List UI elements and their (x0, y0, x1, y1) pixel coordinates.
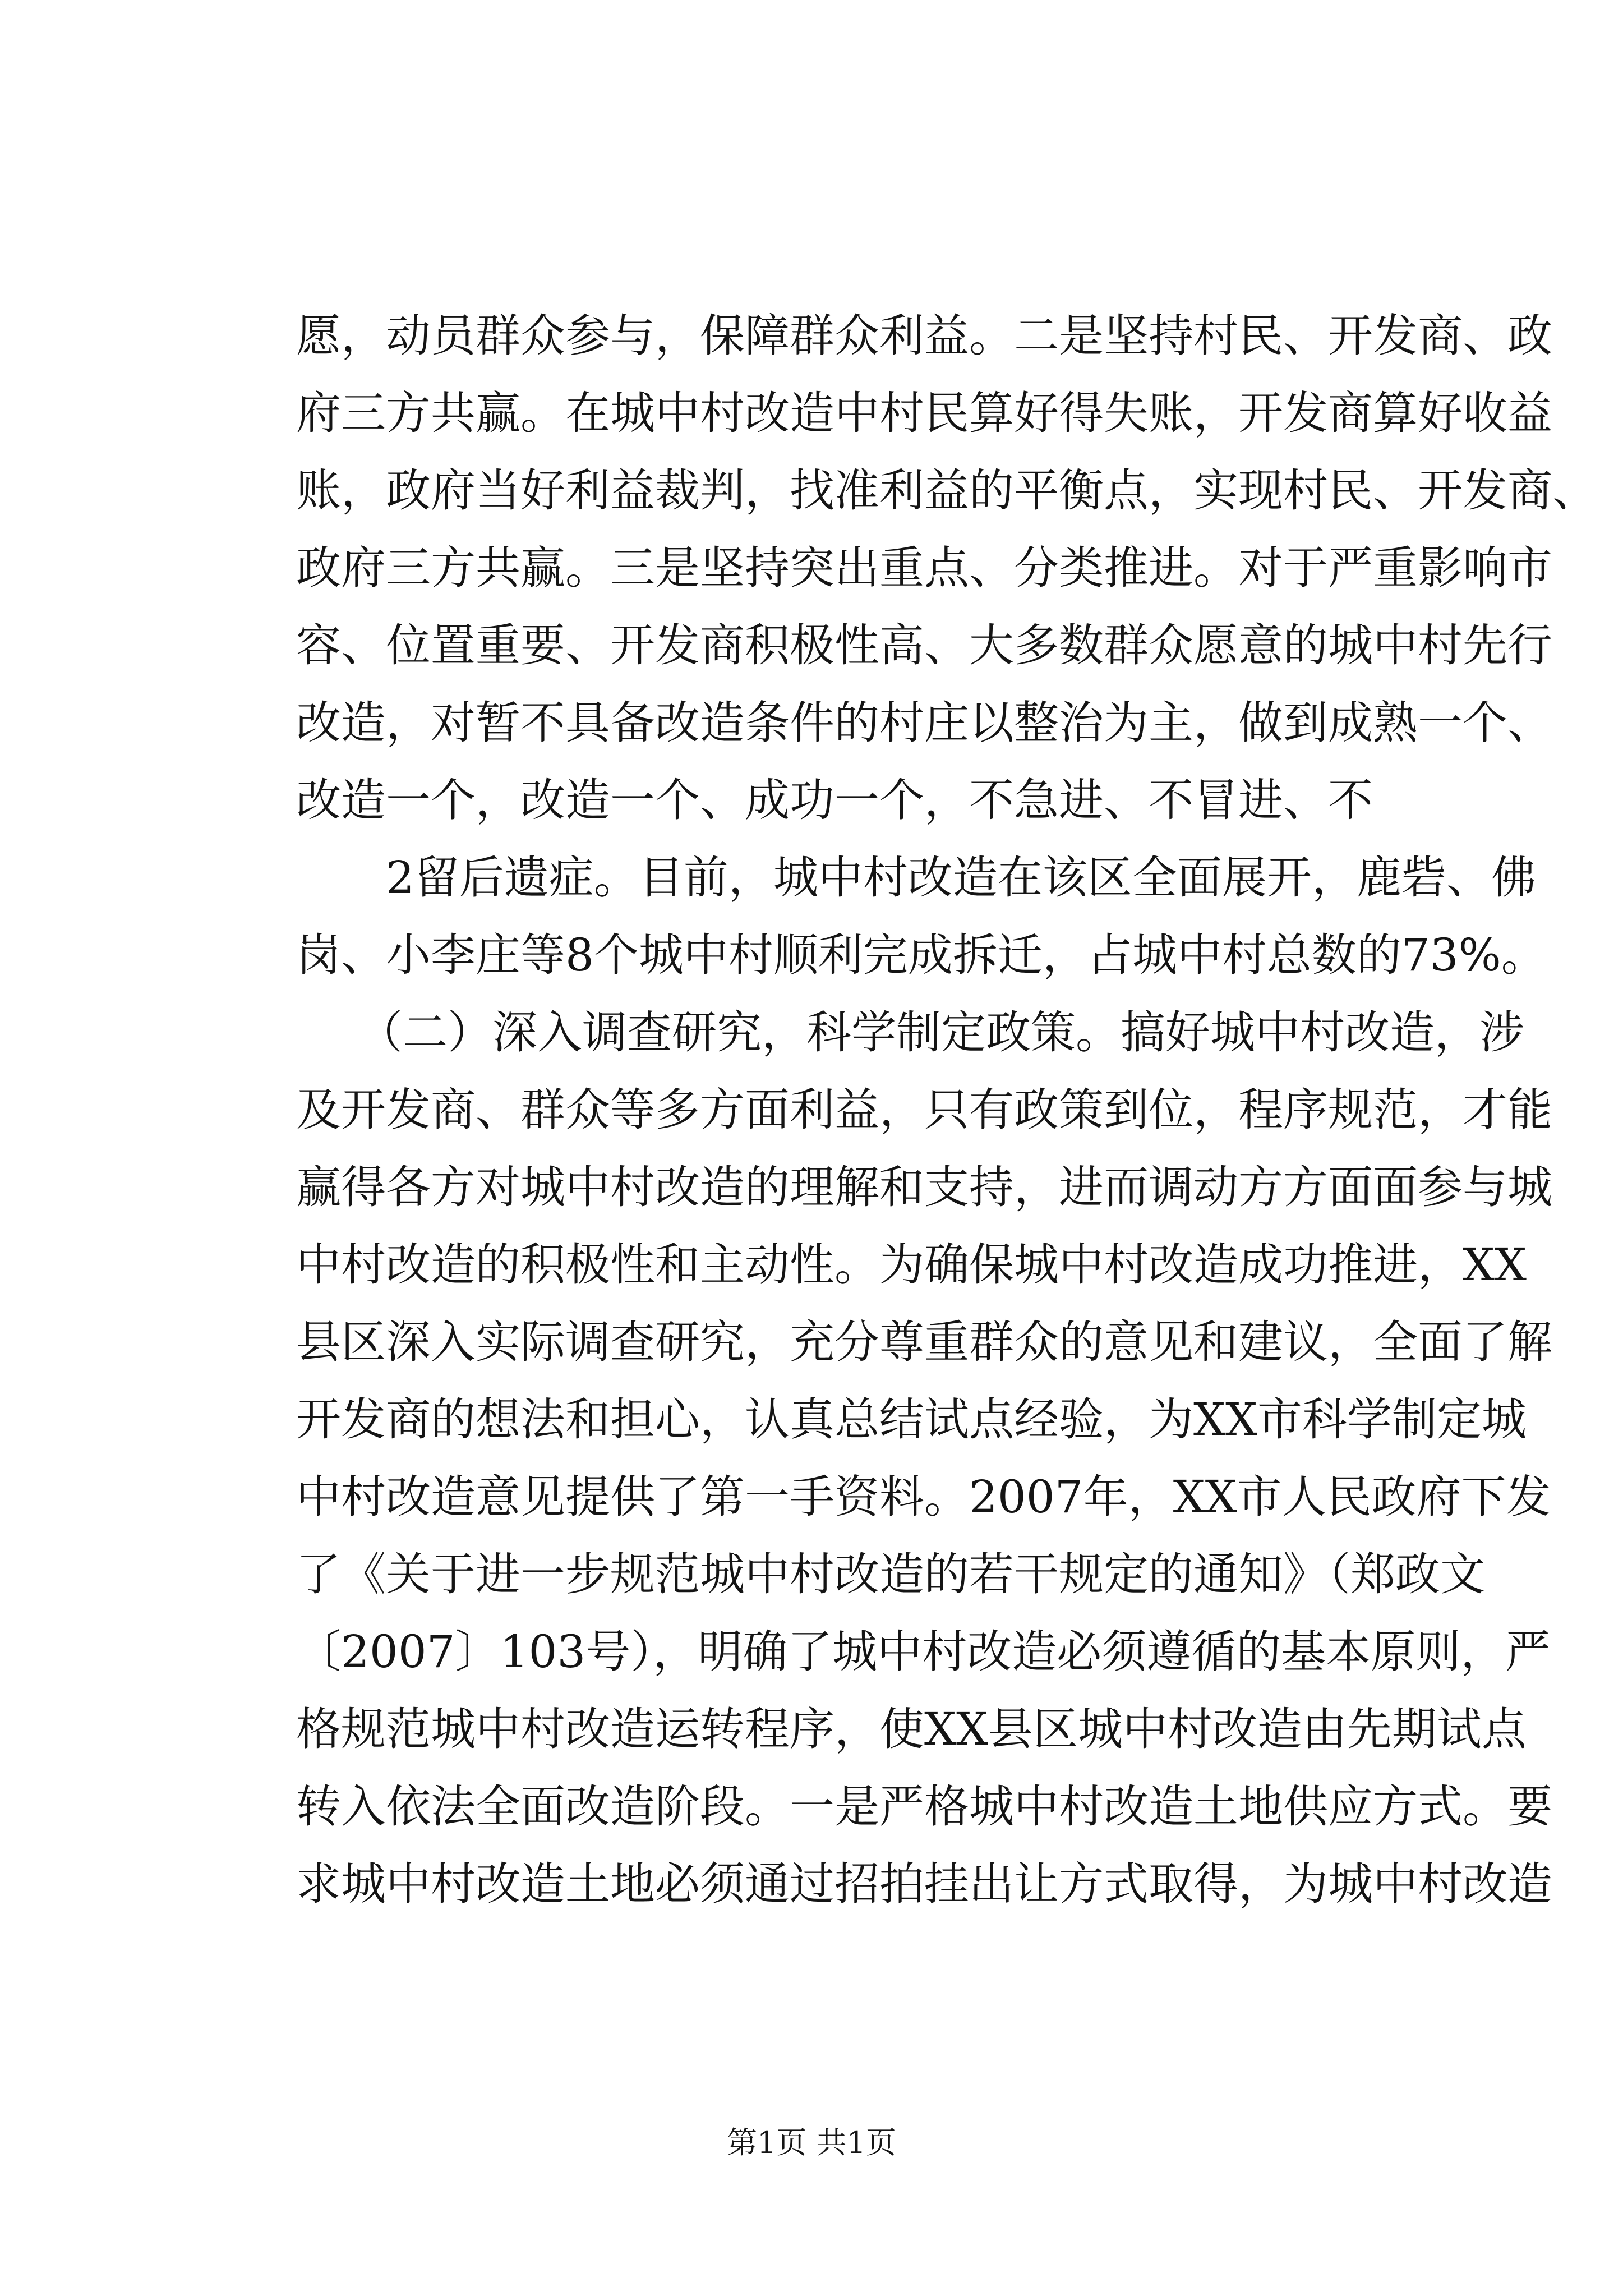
text-line: 开发商的想法和担心，认真总结试点经验，为XX市科学制定城 (296, 1393, 1527, 1446)
text-line: 2留后遗症。目前，城中村改造在该区全面展开，鹿砦、佛 (386, 852, 1536, 904)
text-line: 格规范城中村改造运转程序，使XX县区城中村改造由先期试点 (296, 1703, 1527, 1755)
text-line: 了《关于进一步规范城中村改造的若干规定的通知》（郑政文 (296, 1548, 1485, 1600)
text-line: 愿，动员群众参与，保障群众利益。二是坚持村民、开发商、政 (296, 310, 1552, 362)
text-line: 政府三方共赢。三是坚持突出重点、分类推进。对于严重影响市 (296, 542, 1552, 594)
text-line: 县区深入实际调查研究，充分尊重群众的意见和建议，全面了解 (296, 1316, 1552, 1368)
text-line: 中村改造意见提供了第一手资料。2007年，XX市人民政府下发 (296, 1471, 1551, 1523)
text-line: 改造一个，改造一个、成功一个，不急进、不冒进、不 (296, 774, 1373, 826)
text-line: 赢得各方对城中村改造的理解和支持，进而调动方方面面参与城 (296, 1161, 1552, 1213)
text-line: 改造，对暂不具备改造条件的村庄以整治为主，做到成熟一个、 (296, 697, 1552, 749)
text-line: 求城中村改造土地必须通过招拍挂出让方式取得，为城中村改造 (296, 1858, 1552, 1910)
text-line: 转入依法全面改造阶段。一是严格城中村改造土地供应方式。要 (296, 1780, 1552, 1833)
text-line: 账，政府当好利益裁判，找准利益的平衡点，实现村民、开发商、 (296, 464, 1597, 517)
body-text (296, 297, 1597, 1923)
text-line: 及开发商、群众等多方面利益，只有政策到位，程序规范，才能 (296, 1084, 1552, 1136)
text-line: 府三方共赢。在城中村改造中村民算好得失账，开发商算好收益 (296, 387, 1552, 439)
page-footer: 第1页 共1页 (727, 2125, 896, 2160)
text-line: 中村改造的积极性和主动性。为确保城中村改造成功推进，XX (296, 1239, 1527, 1291)
text-line: 容、位置重要、开发商积极性高、大多数群众愿意的城中村先行 (296, 619, 1552, 671)
text-line: 岗、小李庄等8个城中村顺利完成拆迁，占城中村总数的73%。 (296, 929, 1546, 981)
section-heading-line: （二）深入调查研究，科学制定政策。搞好城中村改造，涉 (358, 1006, 1524, 1059)
text-line: 〔2007〕103号），明确了城中村改造必须遵循的基本原则，严 (296, 1626, 1551, 1678)
